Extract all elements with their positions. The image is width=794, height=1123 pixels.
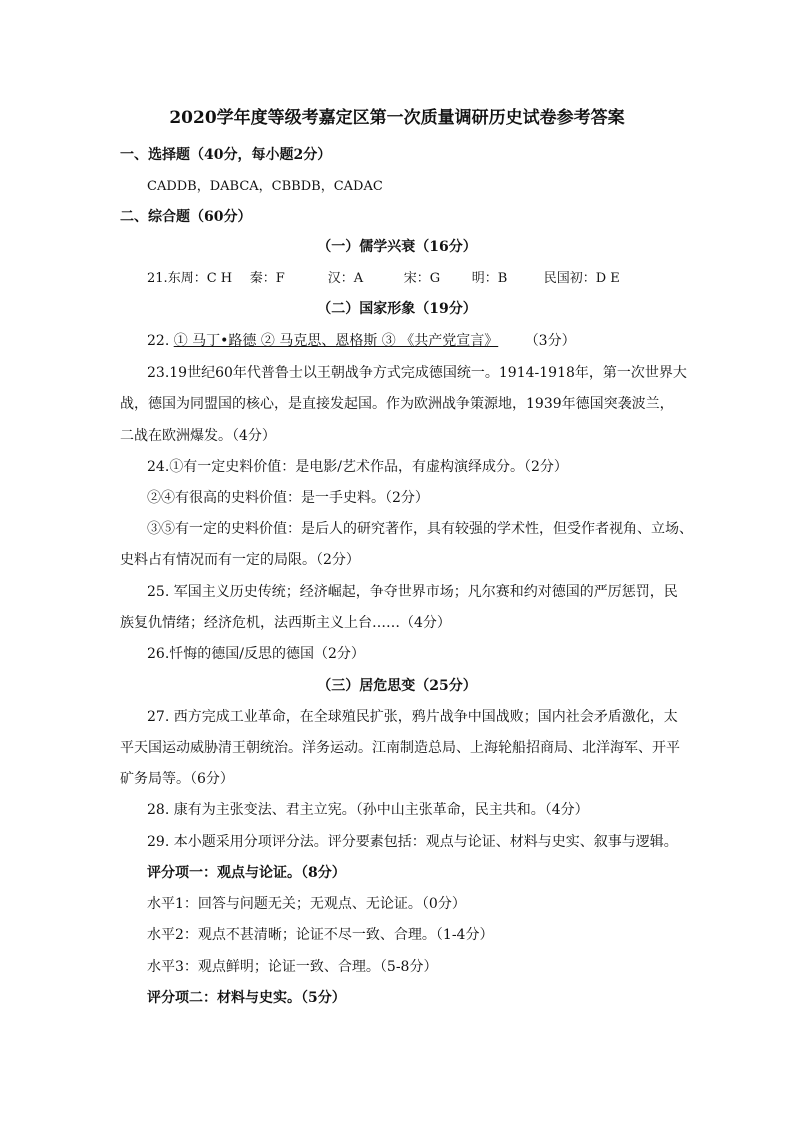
- q21-answer: [147, 270, 620, 288]
- q22-score: （3分）: [524, 333, 576, 349]
- q24-line: ③⑤有一定的史料价值：是后人的研究著作，具有较强的学术性，但受作者视角、立场、: [147, 521, 693, 537]
- q24-line: ②④有很高的史料价值：是一手史料。（2分）: [147, 490, 429, 506]
- q29-level: 水平2：观点不甚清晰；论证不尽一致、合理。（1-4分）: [147, 927, 494, 943]
- q24-line: 24.①有一定史料价值：是电影/艺术作品，有虚构演绎成分。（2分）: [147, 459, 568, 475]
- q27-line: 27. 西方完成工业革命，在全球殖民扩张，鸦片战争中国战败；国内社会矛盾激化，太: [147, 709, 678, 725]
- q24-line: 史料占有情况而有一定的局限。（2分）: [120, 552, 360, 568]
- section2-heading: 二、综合题（60分）: [120, 209, 252, 225]
- q26-line: 26.忏悔的德国/反思的德国（2分）: [147, 646, 365, 662]
- q29-line: 29. 本小题采用分项评分法。评分要素包括：观点与论证、材料与史实、叙事与逻辑。: [147, 834, 678, 850]
- q29-item2-heading: 评分项二：材料与史实。（5分）: [147, 990, 346, 1006]
- q21-pair: 东周：C H: [167, 271, 233, 286]
- part3-heading: （三）居危思变（25分）: [317, 678, 477, 694]
- part2-heading: （二）国家形象（19分）: [317, 301, 477, 317]
- q22-underlined-answer: ① 马丁•路德 ② 马克思、恩格斯 ③ 《共产党宣言》: [173, 333, 499, 349]
- q28-line: 28. 康有为主张变法、君主立宪。（孙中山主张革命，民主共和。（4分）: [147, 802, 589, 818]
- q23-line: 23.19世纪60年代普鲁士以王朝战争方式完成德国统一。1914-1918年，第一次世界大: [147, 365, 687, 381]
- q21-pair: 秦：F: [249, 271, 285, 286]
- q29-item1-heading: 评分项一：观点与论证。（8分）: [147, 865, 346, 881]
- q23-line: 二战在欧洲爆发。（4分）: [120, 428, 276, 444]
- section1-heading: 一、选择题（40分，每小题2分）: [120, 147, 332, 163]
- q29-level: 水平1：回答与问题无关；无观点、无论证。（0分）: [147, 896, 466, 912]
- q23-line: 战，德国为同盟国的核心，是直接发起国。作为欧洲战争策源地，1939年德国突袭波兰，: [120, 396, 674, 412]
- q27-line: 矿务局等。（6分）: [120, 771, 234, 787]
- q21-pair: 宋：G: [403, 271, 441, 286]
- page-title: 2020学年度等级考嘉定区第一次质量调研历史试卷参考答案: [169, 108, 625, 128]
- q27-line: 平天国运动威胁清王朝统治。洋务运动。江南制造总局、上海轮船招商局、北洋海军、开平: [120, 740, 680, 756]
- q21-pair: 明：B: [471, 271, 508, 286]
- multiple-choice-answers: CADDB，DABCA，CBBDB，CADAC: [147, 179, 383, 194]
- q22-number: 22.: [147, 333, 170, 349]
- q29-level: 水平3：观点鲜明；论证一致、合理。（5-8分）: [147, 959, 438, 975]
- q21-pair: 汉：A: [327, 271, 364, 286]
- part1-heading: （一）儒学兴衰（16分）: [317, 239, 477, 255]
- q22-answer: [147, 332, 576, 350]
- q25-line: 族复仇情绪；经济危机，法西斯主义上台……（4分）: [120, 615, 451, 631]
- q21-pair: 民国初：D E: [543, 271, 620, 286]
- q25-line: 25. 军国主义历史传统；经济崛起，争夺世界市场；凡尔赛和约对德国的严厉惩罚，民: [147, 584, 678, 600]
- q21-number: 21.: [147, 271, 168, 286]
